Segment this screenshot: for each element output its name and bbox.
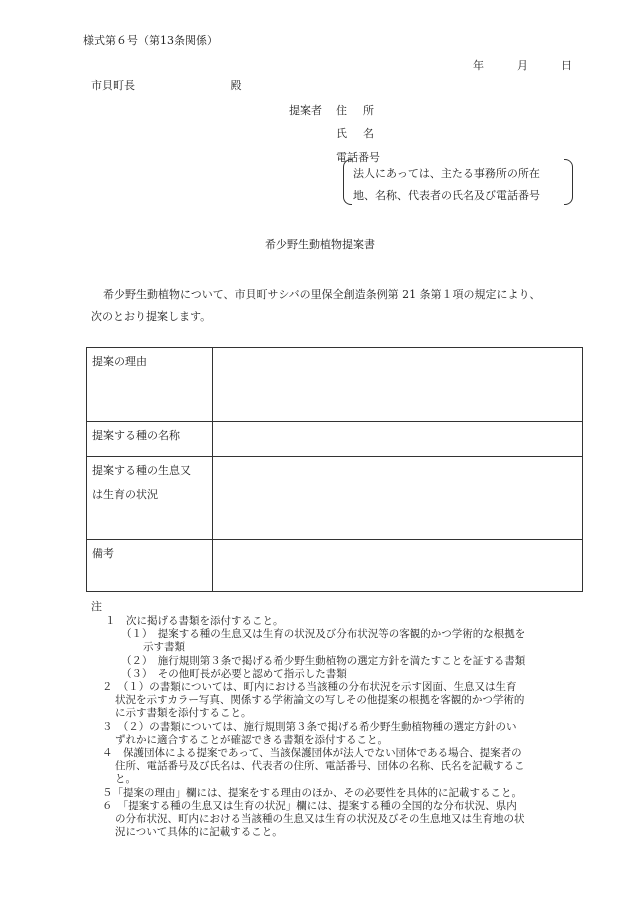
date-line <box>473 59 572 73</box>
habitat-status-label-line2: は生育の状況 <box>92 488 158 501</box>
note-line: と。 <box>115 773 136 785</box>
note-line: （２） 施行規則第３条で掲げる希少野生動植物の選定方針を満たすことを証する書類 <box>121 655 526 667</box>
note-line: （１） 提案する種の生息又は生育の状況及び分布状況等の客観的かつ学術的な根拠を <box>121 628 526 640</box>
notes-heading: 注 <box>91 600 102 613</box>
note-line: 況について具体的に記載すること。 <box>115 826 283 838</box>
note-line: １ 次に掲げる書類を添付すること。 <box>105 615 284 627</box>
document-title: 希少野生動植物提案書 <box>265 238 375 251</box>
habitat-status-label-line1: 提案する種の生息又 <box>92 464 191 477</box>
note-line: 示す書類 <box>143 641 185 653</box>
reason-label: 提案の理由 <box>87 348 213 422</box>
table-row-habitat-status <box>87 457 583 540</box>
note-line: 状況を示すカラー写真、関係する学術論文の写しその他提案の根拠を客観的かつ学術的 <box>115 694 525 706</box>
proposal-table <box>86 347 583 592</box>
date-day-label: 日 <box>561 59 572 72</box>
note-line: ６ 「提案する種の生息又は生育の状況」欄には、提案する種の全国的な分布状況、県内 <box>102 800 517 812</box>
phone-label: 電話番号 <box>336 151 380 164</box>
addressee-honorific: 殿 <box>230 79 242 92</box>
note-line: に示す書類を添付すること。 <box>115 707 252 719</box>
table-row-reason <box>87 348 583 422</box>
table-row-species-name <box>87 422 583 457</box>
note-line: ずれかに適合することが確認できる書類を添付すること。 <box>115 734 388 746</box>
note-line: ５「提案の理由」欄には、提案をする理由のほか、その必要性を具体的に記載すること。 <box>102 787 522 799</box>
note-line: の分布状況、町内における当該種の生息又は生育の状況及びその生息地又は生育地の状 <box>115 813 525 825</box>
corporation-note <box>343 159 573 205</box>
date-month-label: 月 <box>517 59 528 72</box>
addressee-name: 市貝町長 <box>91 79 135 92</box>
remarks-field[interactable] <box>213 540 583 592</box>
intro-line-1: 希少野生動植物について、市貝町サシバの里保全創造条例第 21 条第１項の規定により、 <box>103 288 541 301</box>
intro-line-2: 次のとおり提案します。 <box>91 310 212 323</box>
corporation-note-line2: 地、名称、代表者の氏名及び電話番号 <box>353 189 540 202</box>
addressee <box>91 79 242 93</box>
corporation-note-line1: 法人にあっては、主たる事務所の所在 <box>353 167 540 180</box>
name-label: 氏名 <box>336 127 390 140</box>
reason-field[interactable] <box>213 348 583 422</box>
habitat-status-label <box>87 457 213 540</box>
table-row-remarks <box>87 540 583 592</box>
note-line: （３） その他町長が必要と認めて指示した書類 <box>121 668 347 680</box>
address-label: 住所 <box>336 104 390 117</box>
note-line: ２ （１）の書類については、町内における当該種の分布状況を示す図面、生息又は生育 <box>102 681 517 693</box>
habitat-status-field[interactable] <box>213 457 583 540</box>
right-bracket <box>564 159 573 205</box>
proposer-label: 提案者 <box>289 104 322 117</box>
form-number: 様式第６号（第13条関係） <box>83 34 218 47</box>
note-line: ３ （２）の書類については、施行規則第３条で掲げる希少野生動植物種の選定方針のい <box>102 721 517 733</box>
species-name-field[interactable] <box>213 422 583 457</box>
date-year-label: 年 <box>473 59 484 72</box>
note-line: ４ 保護団体による提案であって、当該保護団体が法人でない団体である場合、提案者の <box>102 747 522 759</box>
species-name-label: 提案する種の名称 <box>87 422 213 457</box>
left-bracket <box>343 159 352 205</box>
remarks-label: 備考 <box>87 540 213 592</box>
note-line: 住所、電話番号及び氏名は、代表者の住所、電話番号、団体の名称、氏名を記載するこ <box>115 760 525 772</box>
